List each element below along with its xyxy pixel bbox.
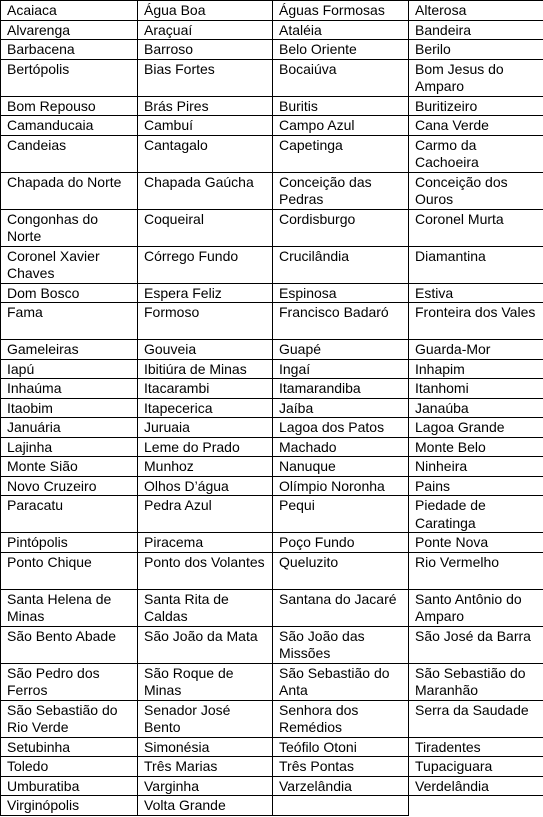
table-row xyxy=(1,379,543,399)
table-row xyxy=(1,40,543,60)
table-row xyxy=(1,776,543,796)
table-cell: Itaobim xyxy=(1,398,138,418)
table-row xyxy=(1,437,543,457)
table-cell: Chapada do Norte xyxy=(1,172,138,209)
table-cell: Paracatu xyxy=(1,496,138,533)
table-cell: Serra da Saudade xyxy=(409,700,543,737)
table-cell: Carmo da Cachoeira xyxy=(409,135,543,172)
table-cell: Ninheira xyxy=(409,457,543,477)
table-cell: Espinosa xyxy=(273,283,409,303)
table-row xyxy=(1,418,543,438)
table-row xyxy=(1,626,543,663)
table-cell: Verdelândia xyxy=(409,776,543,796)
table-cell: Três Pontas xyxy=(273,757,409,777)
table-cell: Ponto Chique xyxy=(1,552,138,589)
table-cell: São João das Missões xyxy=(273,626,409,663)
table-cell: Ibitiúra de Minas xyxy=(138,359,273,379)
table-cell: Janaúba xyxy=(409,398,543,418)
table-cell: Córrego Fundo xyxy=(138,246,273,283)
table-row xyxy=(1,340,543,360)
table-cell: Bandeira xyxy=(409,20,543,40)
table-row xyxy=(1,476,543,496)
table-cell: Olímpio Noronha xyxy=(273,476,409,496)
table-cell: Gouveia xyxy=(138,340,273,360)
table-cell: Monte Belo xyxy=(409,437,543,457)
table-row xyxy=(1,359,543,379)
table-cell: São Roque de Minas xyxy=(138,663,273,700)
table-cell: Fronteira dos Vales xyxy=(409,303,543,340)
table-cell: Piracema xyxy=(138,533,273,553)
table-row xyxy=(1,457,543,477)
table-cell: Pintópolis xyxy=(1,533,138,553)
table-cell: Bom Jesus do Amparo xyxy=(409,59,543,96)
table-cell: Novo Cruzeiro xyxy=(1,476,138,496)
table-row xyxy=(1,796,543,816)
table-row xyxy=(1,135,543,172)
table-cell: Buritizeiro xyxy=(409,96,543,116)
table-cell: Bias Fortes xyxy=(138,59,273,96)
table-cell: Senador José Bento xyxy=(138,700,273,737)
table-cell: Dom Bosco xyxy=(1,283,138,303)
table-cell: Berilo xyxy=(409,40,543,60)
table-cell: Umburatiba xyxy=(1,776,138,796)
table-cell: Brás Pires xyxy=(138,96,273,116)
table-row xyxy=(1,700,543,737)
table-cell: Francisco Badaró xyxy=(273,303,409,340)
table-cell: Jaíba xyxy=(273,398,409,418)
table-cell: Campo Azul xyxy=(273,116,409,136)
table-cell: Volta Grande xyxy=(138,796,273,816)
table-cell: São Sebastião do Maranhão xyxy=(409,663,543,700)
table-cell: Santana do Jacaré xyxy=(273,589,409,626)
municipalities-table-body xyxy=(1,1,543,816)
table-cell: Ataléia xyxy=(273,20,409,40)
table-row xyxy=(1,246,543,283)
table-cell: Araçuaí xyxy=(138,20,273,40)
table-cell: Lagoa Grande xyxy=(409,418,543,438)
table-cell: São Bento Abade xyxy=(1,626,138,663)
table-row xyxy=(1,303,543,340)
table-cell: Guarda-Mor xyxy=(409,340,543,360)
table-cell: Lajinha xyxy=(1,437,138,457)
table-row xyxy=(1,533,543,553)
table-cell: Três Marias xyxy=(138,757,273,777)
table-cell: Ponte Nova xyxy=(409,533,543,553)
table-cell: Monte Sião xyxy=(1,457,138,477)
table-row xyxy=(1,116,543,136)
table-cell: Bom Repouso xyxy=(1,96,138,116)
table-row xyxy=(1,172,543,209)
table-row xyxy=(1,398,543,418)
table-cell: Fama xyxy=(1,303,138,340)
table-cell: Cordisburgo xyxy=(273,209,409,246)
table-cell: Alvarenga xyxy=(1,20,138,40)
table-cell: Coronel Murta xyxy=(409,209,543,246)
table-row xyxy=(1,96,543,116)
table-cell: Machado xyxy=(273,437,409,457)
table-cell: Água Boa xyxy=(138,1,273,21)
table-row xyxy=(1,757,543,777)
table-cell: Itacarambi xyxy=(138,379,273,399)
table-cell: Capetinga xyxy=(273,135,409,172)
table-cell: Iapú xyxy=(1,359,138,379)
table-cell: Varginha xyxy=(138,776,273,796)
table-cell: Piedade de Caratinga xyxy=(409,496,543,533)
table-cell: Inhaúma xyxy=(1,379,138,399)
table-cell: Juruaia xyxy=(138,418,273,438)
table-cell: Estiva xyxy=(409,283,543,303)
table-cell: São José da Barra xyxy=(409,626,543,663)
table-row xyxy=(1,1,543,21)
table-cell: Diamantina xyxy=(409,246,543,283)
table-cell: Conceição dos Ouros xyxy=(409,172,543,209)
table-cell: Bocaiúva xyxy=(273,59,409,96)
table-cell: Espera Feliz xyxy=(138,283,273,303)
table-cell: Gameleiras xyxy=(1,340,138,360)
table-cell: Leme do Prado xyxy=(138,437,273,457)
table-cell: Pequi xyxy=(273,496,409,533)
table-cell: Itanhomi xyxy=(409,379,543,399)
table-cell: São Sebastião do Anta xyxy=(273,663,409,700)
table-row xyxy=(1,589,543,626)
table-cell: Ponto dos Volantes xyxy=(138,552,273,589)
table-cell: São Sebastião do Rio Verde xyxy=(1,700,138,737)
table-cell: Barbacena xyxy=(1,40,138,60)
table-row xyxy=(1,209,543,246)
table-cell: Santa Rita de Caldas xyxy=(138,589,273,626)
table-cell: Queluzito xyxy=(273,552,409,589)
table-row xyxy=(1,552,543,589)
table-cell: Itapecerica xyxy=(138,398,273,418)
table-cell: Senhora dos Remédios xyxy=(273,700,409,737)
table-row xyxy=(1,496,543,533)
table-cell: Toledo xyxy=(1,757,138,777)
table-cell: Pains xyxy=(409,476,543,496)
table-cell: Cantagalo xyxy=(138,135,273,172)
table-cell: Santo Antônio do Amparo xyxy=(409,589,543,626)
table-cell: Cambuí xyxy=(138,116,273,136)
table-cell: São Pedro dos Ferros xyxy=(1,663,138,700)
table-cell: Ingaí xyxy=(273,359,409,379)
table-cell: Inhapim xyxy=(409,359,543,379)
table-cell: Santa Helena de Minas xyxy=(1,589,138,626)
table-row xyxy=(1,737,543,757)
table-cell: Tupaciguara xyxy=(409,757,543,777)
table-cell: Itamarandiba xyxy=(273,379,409,399)
table-cell: Nanuque xyxy=(273,457,409,477)
table-cell: Bertópolis xyxy=(1,59,138,96)
table-cell: Simonésia xyxy=(138,737,273,757)
table-cell: Virginópolis xyxy=(1,796,138,816)
table-cell: Januária xyxy=(1,418,138,438)
table-cell: Setubinha xyxy=(1,737,138,757)
table-cell xyxy=(273,796,409,816)
table-cell: Varzelândia xyxy=(273,776,409,796)
table-cell: Candeias xyxy=(1,135,138,172)
table-cell xyxy=(409,796,543,816)
table-cell: Barroso xyxy=(138,40,273,60)
table-cell: Guapé xyxy=(273,340,409,360)
table-cell: Conceição das Pedras xyxy=(273,172,409,209)
table-cell: Pedra Azul xyxy=(138,496,273,533)
table-cell: Cana Verde xyxy=(409,116,543,136)
table-cell: Congonhas do Norte xyxy=(1,209,138,246)
table-cell: Rio Vermelho xyxy=(409,552,543,589)
table-cell: Alterosa xyxy=(409,1,543,21)
table-cell: Lagoa dos Patos xyxy=(273,418,409,438)
table-cell: São João da Mata xyxy=(138,626,273,663)
table-cell: Buritis xyxy=(273,96,409,116)
table-row xyxy=(1,59,543,96)
table-row xyxy=(1,663,543,700)
table-cell: Munhoz xyxy=(138,457,273,477)
table-cell: Teófilo Otoni xyxy=(273,737,409,757)
table-cell: Acaiaca xyxy=(1,1,138,21)
table-cell: Formoso xyxy=(138,303,273,340)
table-cell: Belo Oriente xyxy=(273,40,409,60)
table-row xyxy=(1,283,543,303)
table-cell: Coqueiral xyxy=(138,209,273,246)
table-cell: Tiradentes xyxy=(409,737,543,757)
table-cell: Camanducaia xyxy=(1,116,138,136)
table-cell: Crucilândia xyxy=(273,246,409,283)
table-cell: Coronel Xavier Chaves xyxy=(1,246,138,283)
table-cell: Águas Formosas xyxy=(273,1,409,21)
table-cell: Olhos D’água xyxy=(138,476,273,496)
table-cell: Poço Fundo xyxy=(273,533,409,553)
table-cell: Chapada Gaúcha xyxy=(138,172,273,209)
table-row xyxy=(1,20,543,40)
